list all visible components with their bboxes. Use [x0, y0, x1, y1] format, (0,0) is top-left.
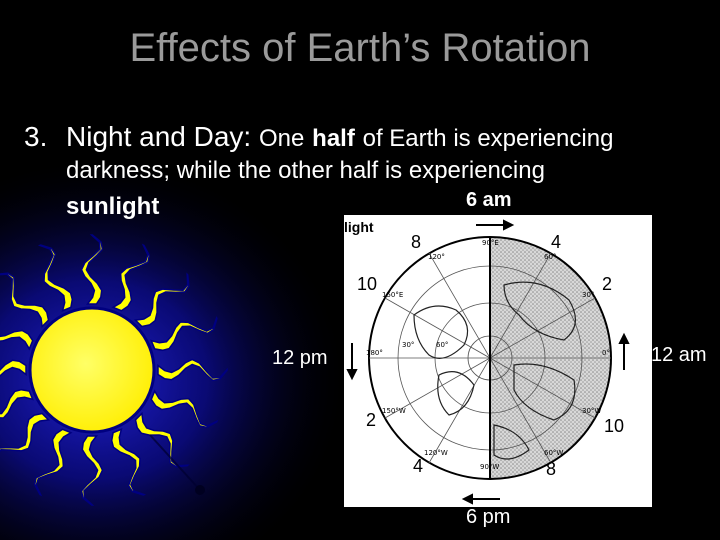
lon-180: 180°: [366, 349, 383, 357]
polar-map: [344, 215, 652, 507]
hour-8-lower-right: 8: [546, 459, 557, 479]
lon-150w: 150°W: [382, 407, 406, 415]
bullet-heading: Night and Day:: [66, 121, 252, 152]
lon-120e: 120°: [428, 253, 445, 261]
lon-120w: 120°W: [424, 449, 448, 457]
hour-2-left-lower: 2: [366, 410, 377, 430]
hour-2-right-upper: 2: [602, 274, 613, 294]
bullet-line-1: [66, 120, 613, 156]
hour-8-upper-left: 8: [411, 232, 422, 252]
image-fragment-text: light: [344, 219, 374, 235]
lon-30e: 30°: [582, 291, 595, 299]
hour-12am: 12 am: [651, 344, 707, 366]
bullet-line-2: darkness; while the other half is experiencing: [66, 157, 545, 184]
lat-60: 60°: [436, 341, 449, 349]
hour-10-right-lower: 10: [604, 416, 625, 436]
orbit-dot: [195, 485, 205, 495]
hour-6pm: 6 pm: [466, 506, 511, 528]
hour-4-lower-left: 4: [413, 456, 424, 476]
lon-90w: 90°W: [480, 463, 500, 471]
sun-icon: [30, 308, 154, 432]
lon-60w: 60°W: [544, 449, 564, 457]
text-half: half: [312, 125, 355, 152]
page-title: Effects of Earth’s Rotation: [129, 26, 591, 70]
night-half: [490, 235, 620, 485]
hour-4-upper-right: 4: [551, 232, 562, 252]
lat-30: 30°: [402, 341, 415, 349]
lon-150e: 150°E: [382, 291, 404, 299]
bullet-number: 3.: [24, 121, 48, 152]
lon-30w: 30°W: [582, 407, 602, 415]
hour-6am: 6 am: [466, 189, 512, 211]
hour-10-left-upper: 10: [357, 274, 378, 294]
hour-12pm: 12 pm: [272, 347, 328, 369]
sunlight-word: sunlight: [66, 193, 160, 220]
lon-0: 0°: [602, 349, 610, 357]
polar-map-image: [344, 215, 652, 507]
lon-60e: 60°: [544, 253, 557, 261]
text-one: One: [259, 125, 305, 152]
text-rest: of Earth is experiencing: [362, 125, 614, 152]
lon-90e: 90°E: [482, 239, 499, 247]
